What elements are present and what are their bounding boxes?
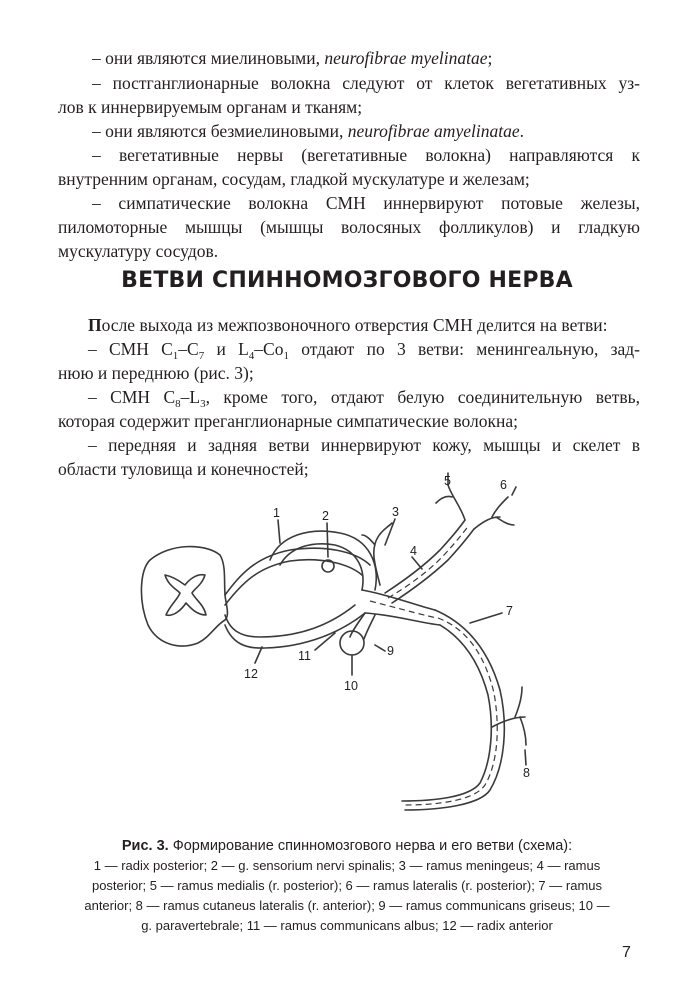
caption-line-2: posterior; 5 — ramus medialis (r. posterior); 6 — ramus lateralis (r. posterior); 7 — ramus [91,878,603,893]
figure-label-8: 8 [523,766,530,780]
ramus-meningeus [362,523,392,585]
ramus-medialis [436,485,465,520]
caption-line-4: g. paravertebrale; 11 — ramus communicans albus; 12 — radix anterior [141,918,553,933]
list-item-sympathetic-line1: – симпатические волокна СМН иннервируют потовые железы, [92,193,640,213]
figure-label-6: 6 [500,478,507,492]
figure-label-9: 9 [387,644,394,658]
list-item-postganglionic-line1: – постганглионарные волокна следуют от клеток вегетативных уз- [92,73,640,93]
section-branch1-line1: – СМН $С_1-С_7$ и $L_4-Со_1$ отдают по 3 ветви: менингеальную, зад- [88,339,640,362]
list-item-sympathetic-line2: пиломоторные мышцы (мышцы волосяных фолликулов) и гладкую [58,217,640,237]
caption-line-3: anterior; 8 — ramus cutaneus lateralis (r. anterior); 9 — ramus communicans griseus; 10 — [84,898,610,913]
section-heading: ВЕТВИ СПИННОМОЗГОВОГО НЕРВА [121,268,573,293]
list-item-postganglionic-line2: лов к иннервируемым органам и тканям; [58,97,363,117]
figure-label-3: 3 [392,505,399,519]
figure-label-10: 10 [344,679,358,693]
list-item-myelinated: – они являются миелиновыми, neurofibrae myelinatae; [92,48,493,68]
figure-label-2: 2 [322,509,329,523]
figure-label-7: 7 [506,604,513,618]
caption-line-1: 1 — radix posterior; 2 — g. sensorium nervi spinalis; 3 — ramus meningeus; 4 — ramus [93,858,601,873]
spinal-nerve-diagram [130,465,560,830]
figure-caption [40,836,654,936]
caption-title: Рис. 3. Формирование спинномозгового нерва и его ветви (схема): [121,838,573,854]
section-branch3-line1: – передняя и задняя ветви иннервируют кожу, мышцы и скелет в [88,435,640,455]
figure-label-12: 12 [244,667,258,681]
ramus-communicans [350,613,375,639]
figure-label-1: 1 [273,506,280,520]
gray-matter [165,575,206,616]
figure-label-4: 4 [410,544,417,558]
nerve-trunk-upper [362,590,435,610]
ramus-posterior-a [385,520,465,593]
list-item-autonomic-line1: – вегетативные нервы (вегетативные волокна) направляются к [92,145,640,165]
nerve-trunk-lower [365,613,440,625]
ramus-anterior-a [405,610,504,810]
radix-posterior-lower [225,560,362,605]
section-branch2-line1: – СМН $С_8-L_3$, кроме того, отдают белую соединительную ветвь, [88,387,640,410]
section-branch1-line2: нюю и переднюю (рис. 3); [58,363,254,383]
fiber-dashed-trunk [370,601,497,805]
section-intro: После выхода из межпозвоночного отверстия СМН делится на ветви: [88,315,608,335]
list-item-autonomic-line2: внутренним органам, сосудам, гладкой мускулатуре и железам; [58,169,530,189]
list-item-sympathetic-line3: мускулатуру сосудов. [58,241,219,261]
figure-label-11: 11 [298,649,311,663]
radix-posterior-upper [225,548,370,595]
figure-label-5: 5 [444,474,451,488]
paravertebral-ganglion [340,631,364,655]
page-number: 7 [622,944,631,961]
section-branch3-line2: области туловища и конечностей; [58,459,309,479]
radix-anterior-2 [225,613,365,648]
section-branch2-line2: которая содержит преганглионарные симпатические волокна; [58,411,518,431]
list-item-unmyelinated: – они являются безмиелиновыми, neurofibrae amyelinatae. [92,121,524,141]
ramus-lateralis [474,497,514,529]
spinal-cord-outline [141,547,227,646]
